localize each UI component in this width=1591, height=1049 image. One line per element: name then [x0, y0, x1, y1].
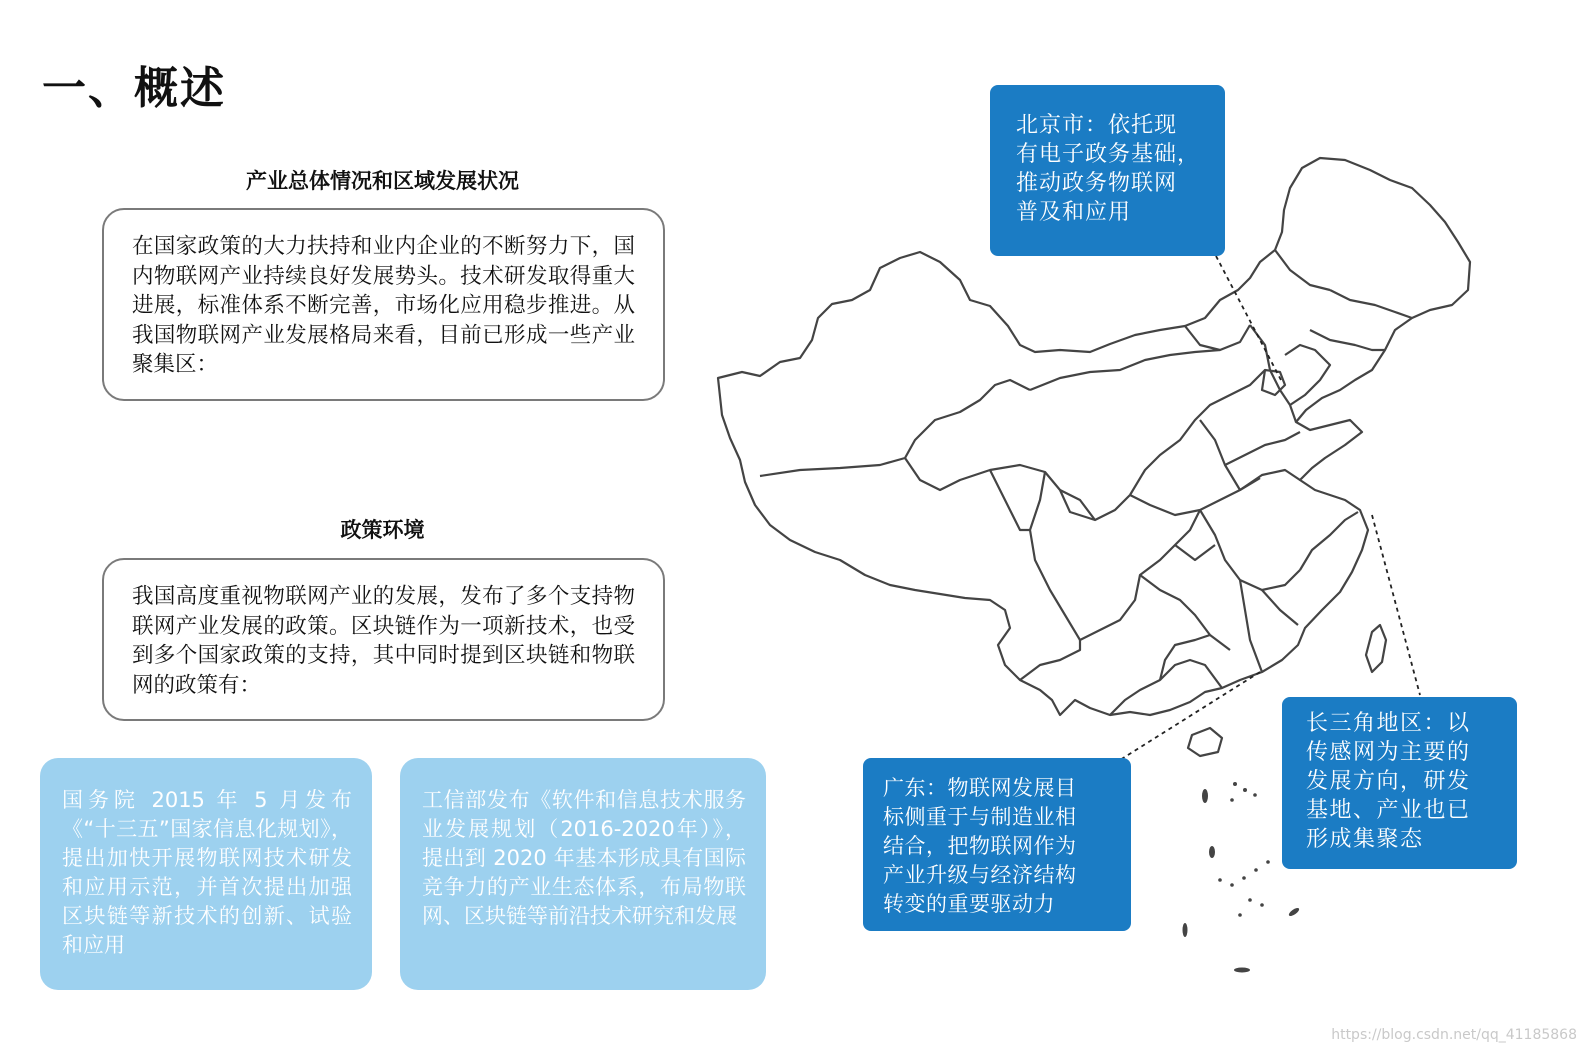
industry-summary-text: 在国家政策的大力扶持和业内企业的不断努力下，国内物联网产业持续良好发展势头。技术研发取得重大进展，标准体系不断完善，市场化应用稳步推进。从我国物联网产业发展格局来看，目前已形成一些产业聚集区： [132, 234, 635, 377]
section-heading-industry: 产业总体情况和区域发展状况 [246, 169, 519, 193]
region-box-yangtze [1282, 697, 1517, 869]
region-line: 标侧重于与制造业相 [883, 805, 1077, 829]
region-line: 普及和应用 [1016, 200, 1132, 225]
page-title: 一、概述 [42, 63, 226, 114]
region-box-beijing [990, 85, 1225, 256]
region-line: 结合，把物联网作为 [883, 834, 1077, 858]
policy-summary-box [102, 558, 665, 721]
watermark: https://blog.csdn.net/qq_41185868 [1331, 1027, 1577, 1043]
region-line: 广东：物联网发展目 [883, 776, 1077, 800]
policy-summary-text: 我国高度重视物联网产业的发展，发布了多个支持物联网产业发展的政策。区块链作为一项新技术，也受到多个国家政策的支持，其中同时提到区块链和物联网的政策有： [132, 584, 635, 698]
policy-card-miit [400, 758, 766, 990]
region-line: 推动政务物联网 [1016, 171, 1178, 196]
policy-card-state-council [40, 758, 372, 990]
region-box-guangdong [863, 758, 1131, 931]
region-line: 长三角地区：以 [1306, 711, 1471, 736]
region-line: 有电子政务基础， [1016, 142, 1201, 167]
policy-card-text: 国务院 2015 年 5 月发布《“十三五”国家信息化规划》，提出加快开展物联网技术研发和应用示范，并首次提出加强区块链等新技术的创新、试验和应用 [62, 788, 352, 957]
region-line: 发展方向，研发 [1306, 769, 1471, 794]
region-line: 传感网为主要的 [1306, 740, 1471, 765]
region-line: 转变的重要驱动力 [883, 892, 1055, 916]
region-line: 基地、产业也已 [1306, 798, 1471, 823]
section-heading-policy: 政策环境 [340, 518, 425, 542]
region-line: 形成集聚态 [1306, 827, 1424, 852]
industry-summary-box [102, 208, 665, 401]
region-line: 北京市：依托现 [1016, 113, 1178, 138]
region-line: 产业升级与经济结构 [883, 863, 1077, 887]
policy-card-text: 工信部发布《软件和信息技术服务业发展规划（2016-2020年）》，提出到 2020 年基本形成具有国际竞争力的产业生态体系，布局物联网、区块链等前沿技术研究和发展 [422, 788, 746, 928]
